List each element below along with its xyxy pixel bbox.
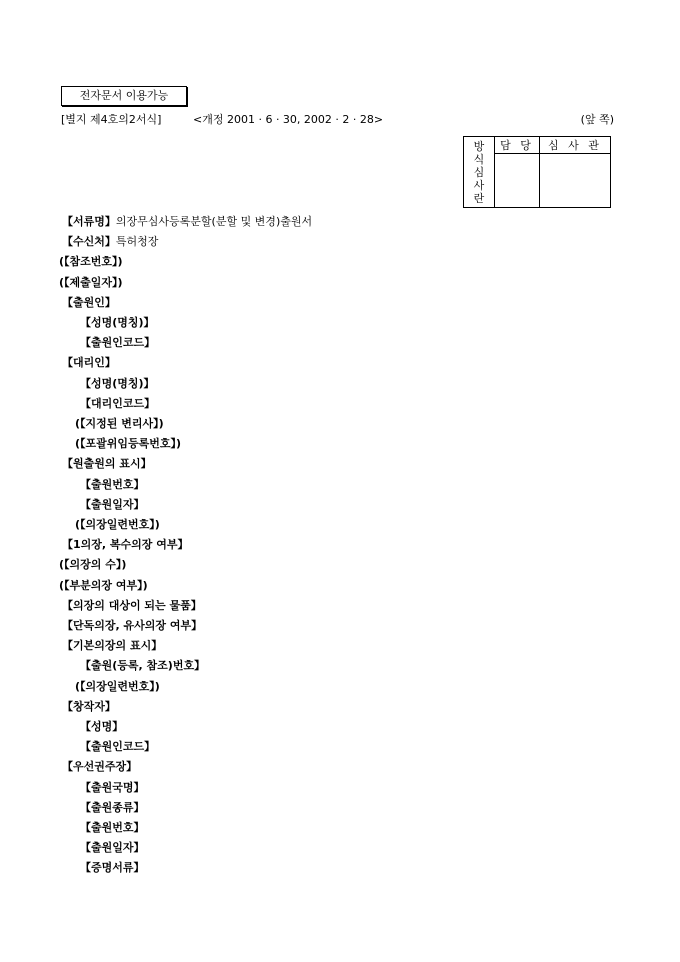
form-field-line — [62, 639, 162, 653]
form-field-line — [80, 861, 145, 875]
form-field-line — [62, 356, 116, 370]
form-field-line — [62, 457, 152, 471]
field-label: (【지정된 변리사】) — [75, 417, 164, 430]
form-field-line — [80, 498, 145, 512]
field-label: (【참조번호】) — [59, 255, 123, 269]
field-label: 【1의장, 복수의장 여부】 — [62, 538, 189, 552]
field-label: 【출원종류】 — [80, 800, 145, 814]
field-label: 【성명(명칭)】 — [80, 316, 155, 329]
side-char: 란 — [473, 191, 485, 205]
field-label: (【의장일련번호】) — [75, 518, 160, 531]
form-field-line — [75, 518, 160, 532]
field-label: (【의장일련번호】) — [75, 679, 160, 693]
field-label: 【출원번호】 — [80, 477, 145, 491]
form-field-line — [80, 377, 155, 391]
form-field-line — [62, 538, 189, 552]
form-field-line — [62, 700, 116, 714]
field-value: 의장무심사등록분할(분할 및 변경)출원서 — [115, 215, 313, 228]
form-field-line — [80, 316, 155, 330]
field-label: 【출원인】 — [62, 295, 116, 309]
side-char: 방 — [473, 139, 485, 153]
field-label: 【서류명】 — [62, 215, 116, 228]
field-label: 【우선권주장】 — [62, 760, 138, 774]
field-value: 특허청장 — [115, 235, 159, 249]
electronic-document-box: 전자문서 이용가능 — [61, 86, 187, 106]
form-field-line — [80, 397, 155, 411]
field-label: 【대리인】 — [62, 356, 116, 370]
field-label: 【출원(등록, 참조)번호】 — [80, 659, 206, 673]
field-label: 【출원일자】 — [80, 497, 145, 511]
field-label: 【출원인코드】 — [80, 336, 156, 350]
examiner-header: 심 사 관 — [539, 137, 610, 154]
field-label: 【원출원의 표시】 — [62, 457, 152, 471]
field-label: 【대리인코드】 — [80, 396, 156, 410]
form-field-line — [62, 215, 312, 229]
form-field-line — [62, 235, 158, 249]
examiner-signature-cell[interactable] — [539, 154, 610, 208]
form-field-line — [75, 437, 181, 451]
staff-signature-cell[interactable] — [495, 154, 540, 208]
field-label: (【의장의 수】) — [59, 558, 127, 572]
field-label: 【출원국명】 — [80, 780, 145, 794]
form-field-line — [75, 417, 164, 431]
form-field-line — [80, 740, 155, 754]
field-label: 【증명서류】 — [80, 861, 145, 875]
review-table — [463, 136, 611, 208]
field-label: 【기본의장의 표시】 — [62, 639, 163, 653]
field-label: (【포괄위임등록번호】) — [75, 437, 182, 451]
staff-header: 담 당 — [495, 137, 540, 154]
field-label: (【제출일자】) — [59, 275, 123, 289]
form-field-line — [75, 680, 160, 694]
form-field-line — [59, 558, 126, 572]
form-field-line — [59, 255, 123, 269]
side-char: 심 — [473, 165, 485, 179]
field-label: 【의장의 대상이 되는 물품】 — [62, 598, 202, 612]
field-label: 【성명(명칭)】 — [80, 376, 155, 390]
review-side-label — [464, 137, 495, 208]
field-label: 【출원번호】 — [80, 821, 145, 834]
form-field-line — [80, 781, 145, 795]
field-label: 【창작자】 — [62, 699, 116, 713]
form-field-line — [80, 720, 123, 734]
field-label: (【부분의장 여부】) — [59, 578, 148, 592]
form-field-line — [80, 841, 145, 855]
revision-note: <개정 2001 · 6 · 30, 2002 · 2 · 28> — [193, 113, 384, 126]
form-field-line — [62, 599, 202, 613]
field-label: 【출원일자】 — [80, 841, 145, 855]
form-number: [별지 제4호의2서식] — [61, 113, 162, 126]
side-char: 사 — [473, 178, 485, 192]
field-label: 【출원인코드】 — [80, 740, 156, 754]
form-field-line — [59, 579, 148, 593]
form-field-line — [80, 821, 145, 835]
form-field-line — [80, 659, 205, 673]
page-side-label: (앞 쪽) — [580, 113, 614, 126]
form-field-line — [62, 760, 137, 774]
field-label: 【수신처】 — [62, 235, 116, 249]
form-field-line — [59, 276, 123, 290]
form-field-line — [80, 801, 145, 815]
field-label: 【성명】 — [80, 720, 124, 733]
form-field-line — [62, 619, 202, 633]
field-label: 【단독의장, 유사의장 여부】 — [62, 619, 203, 632]
form-field-line — [80, 336, 155, 350]
form-field-line — [80, 478, 145, 492]
form-field-line — [62, 296, 116, 310]
side-char: 식 — [473, 152, 485, 166]
